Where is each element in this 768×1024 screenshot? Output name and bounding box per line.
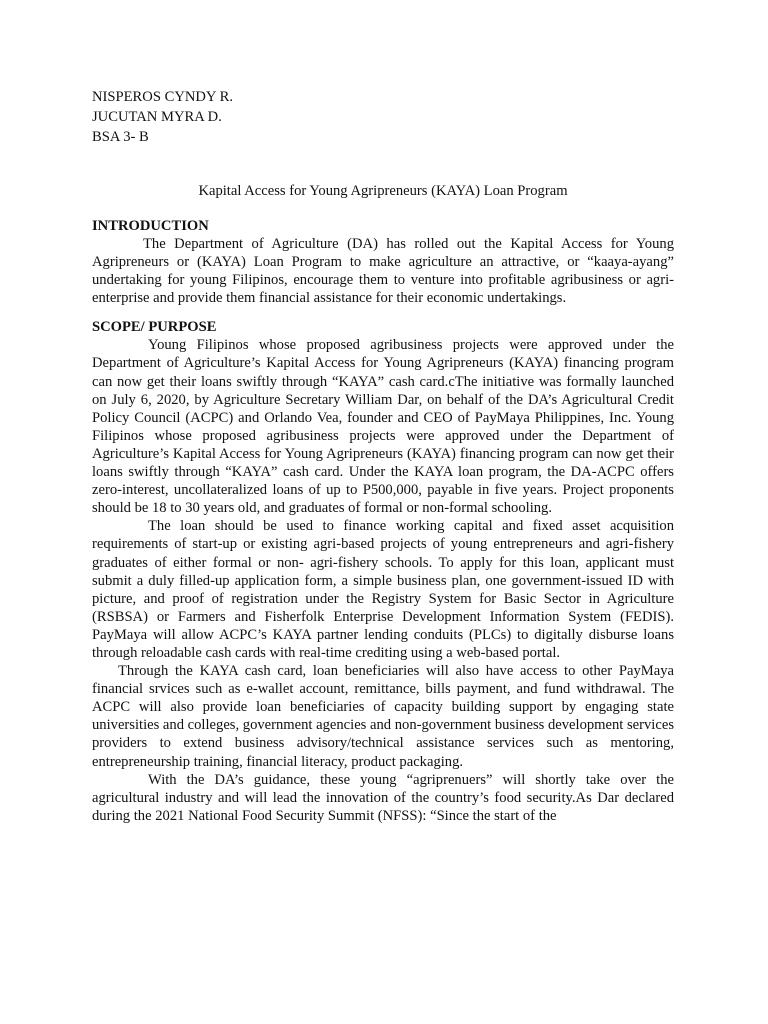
introduction-heading: INTRODUCTION xyxy=(92,218,209,234)
document-title: Kapital Access for Young Agripreneurs (KAYA) Loan Program xyxy=(198,183,568,199)
scope-paragraph-3: Through the KAYA cash card, loan beneficiaries will also have access to other PayMaya financial srvices such as e-wallet account, remittance, bills payment, and fund withdrawal. The ACPC will also provide loan beneficiaries of capacity building support by engaging state universities and colleges, government agencies and non-government business development services providers to extend business advisory/technical assistance services such as mentoring, entrepreneurship training, financial literacy, product packaging. xyxy=(92,663,674,770)
author-name-2: JUCUTAN MYRA D. xyxy=(92,109,222,125)
scope-paragraph-4: With the DA’s guidance, these young “agriprenuers” will shortly take over the agricultural industry and will lead the innovation of the country’s food security.As Dar declared during the 2021 National Food Security Summit (NFSS): “Since the start of the xyxy=(92,771,674,824)
introduction-paragraph: The Department of Agriculture (DA) has rolled out the Kapital Access for Young Agripreneurs or (KAYA) Loan Program to make agriculture an attractive, or “kaaya-ayang” undertaking for young Filipinos, encourage them to venture into profitable agribusiness or agri-enterprise and provide them financial assistance for their economic undertakings. xyxy=(92,236,674,307)
document-body xyxy=(92,87,674,825)
author-name-1: NISPEROS CYNDY R. xyxy=(92,89,233,105)
scope-heading: SCOPE/ PURPOSE xyxy=(92,319,217,336)
scope-paragraph-1: Young Filipinos whose proposed agribusiness projects were approved under the Department of Agriculture’s Kapital Access for Young Agripreneurs (KAYA) financing program can now get their loans swiftly through “KAYA” cash card.cThe initiative was formally launched on July 6, 2020, by Agriculture Secretary William Dar, on behalf of the DA’s Agricultural Credit Policy Council (ACPC) and Orlando Vea, founder and CEO of PayMaya Philippines, Inc. Young Filipinos whose proposed agribusiness projects were approved under the Department of Agriculture’s Kapital Access for Young Agripreneurs (KAYA) financing program can now get their loans swiftly through “KAYA” cash card. Under the KAYA loan program, the DA-ACPC offers zero-interest, uncollateralized loans of up to P500,000, payable in five years. Project proponents should be 18 to 30 years old, and graduates of formal or non-formal schooling. xyxy=(92,337,674,517)
class-section: BSA 3- B xyxy=(92,129,149,145)
scope-paragraph-2: The loan should be used to finance working capital and fixed asset acquisition requirements of start-up or existing agri-based projects of young entrepreneurs and agri-fishery graduates of either formal or non- agri-fishery schools. To apply for this loan, applicant must submit a duly filled-up application form, a simple business plan, one government-issued ID with picture, and proof of registration under the Registry System for Basic Sector in Agriculture (RSBSA) or Farmers and Fisherfolk Enterprise Development Information System (FEDIS). PayMaya will allow ACPC’s KAYA partner lending conduits (PLCs) to digitally disburse loans through reloadable cash cards with real-time crediting using a web-based portal. xyxy=(92,518,674,661)
